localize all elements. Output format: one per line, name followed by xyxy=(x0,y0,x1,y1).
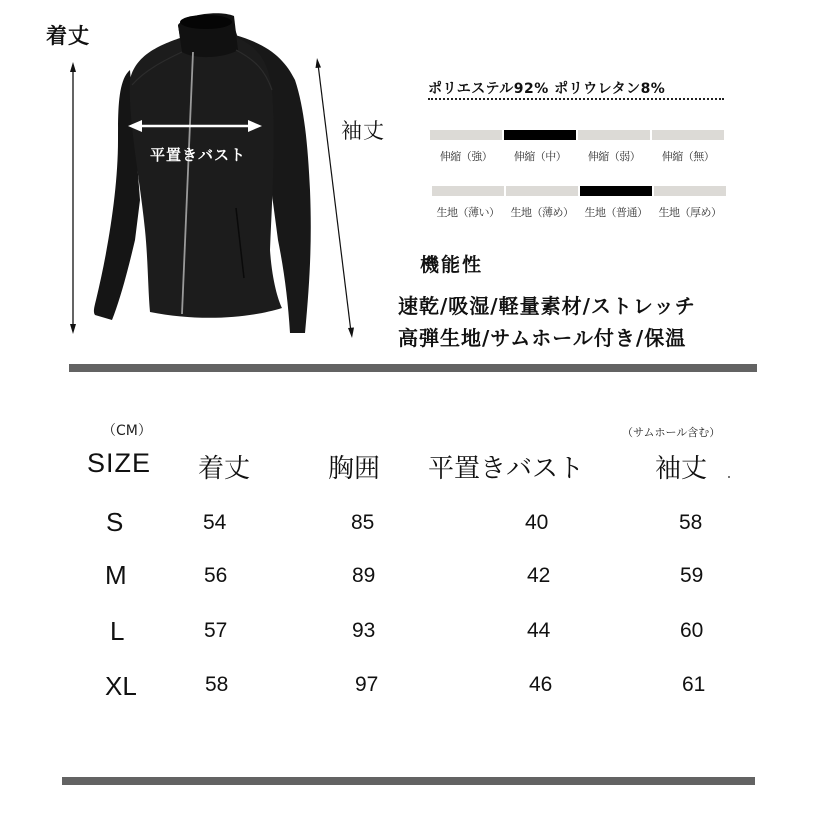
row-m-length: 56 xyxy=(204,564,228,587)
stray-dot xyxy=(728,476,730,478)
row-xl-bust: 46 xyxy=(529,673,553,696)
scale-label: 伸縮（弱） xyxy=(587,150,641,163)
header-size: SIZE xyxy=(87,448,152,478)
row-xl-length: 58 xyxy=(205,673,229,696)
scale-bar xyxy=(430,130,502,140)
row-xl-sleeve: 61 xyxy=(682,673,706,696)
scale-bar xyxy=(578,130,650,140)
thickness-level-thinnish xyxy=(506,186,578,220)
scale-label: 伸縮（無） xyxy=(661,150,715,163)
thickness-scale xyxy=(432,186,728,220)
row-xl-chest: 97 xyxy=(355,673,379,696)
row-xl-size: XL xyxy=(105,671,137,701)
stretch-level-weak xyxy=(578,130,650,164)
scale-label: 伸縮（中） xyxy=(513,150,567,163)
jacket-diagram xyxy=(0,0,420,360)
row-m-chest: 89 xyxy=(352,564,376,587)
header-bust: 平置きバスト xyxy=(428,454,585,484)
row-l-sleeve: 60 xyxy=(680,619,704,642)
row-m-size: M xyxy=(105,560,127,590)
row-l-chest: 93 xyxy=(352,619,376,642)
features-title: 機能性 xyxy=(420,254,484,276)
jacket-icon xyxy=(94,13,311,333)
header-chest: 胸囲 xyxy=(328,454,381,484)
scale-label: 伸縮（強） xyxy=(439,150,493,163)
features-line-2: 高弾生地/サムホール付き/保温 xyxy=(398,326,687,350)
header-length: 着丈 xyxy=(198,454,251,484)
scale-bar-active xyxy=(504,130,576,140)
length-arrow-icon xyxy=(70,62,76,334)
row-m-sleeve: 59 xyxy=(680,564,704,587)
sleeve-note: （サムホール含む） xyxy=(622,426,721,439)
material-underline xyxy=(428,98,724,100)
sleeve-arrow-icon xyxy=(316,58,355,338)
thickness-level-normal xyxy=(580,186,652,220)
scale-bar xyxy=(652,130,724,140)
bottom-divider xyxy=(62,777,755,785)
material-composition: ポリエステル92% ポリウレタン8% xyxy=(428,81,666,97)
row-s-sleeve: 58 xyxy=(679,511,703,534)
scale-bar xyxy=(432,186,504,196)
features-line-1: 速乾/吸湿/軽量素材/ストレッチ xyxy=(398,294,696,318)
scale-bar xyxy=(654,186,726,196)
stretch-level-strong xyxy=(430,130,502,164)
row-s-bust: 40 xyxy=(525,511,549,534)
scale-label: 生地（厚め） xyxy=(658,206,722,219)
row-l-length: 57 xyxy=(204,619,228,642)
thickness-level-thin xyxy=(432,186,504,220)
sleeve-label: 袖丈 xyxy=(341,119,385,143)
unit-label: （CM） xyxy=(102,423,152,439)
scale-bar xyxy=(506,186,578,196)
row-s-chest: 85 xyxy=(351,511,375,534)
row-s-size: S xyxy=(106,507,124,537)
stretch-level-none xyxy=(652,130,724,164)
header-sleeve: 袖丈 xyxy=(655,454,708,484)
scale-label: 生地（薄め） xyxy=(510,206,574,219)
row-l-bust: 44 xyxy=(527,619,551,642)
length-label: 着丈 xyxy=(46,24,90,48)
scale-label: 生地（薄い） xyxy=(436,206,500,219)
bust-label: 平置きバスト xyxy=(150,146,247,164)
stretch-level-medium xyxy=(504,130,576,164)
scale-label: 生地（普通） xyxy=(584,206,648,219)
scale-bar-active xyxy=(580,186,652,196)
stretch-scale xyxy=(430,130,726,164)
row-m-bust: 42 xyxy=(527,564,551,587)
row-s-length: 54 xyxy=(203,511,227,534)
thickness-level-thick xyxy=(654,186,726,220)
row-l-size: L xyxy=(110,616,125,646)
top-divider xyxy=(69,364,757,372)
